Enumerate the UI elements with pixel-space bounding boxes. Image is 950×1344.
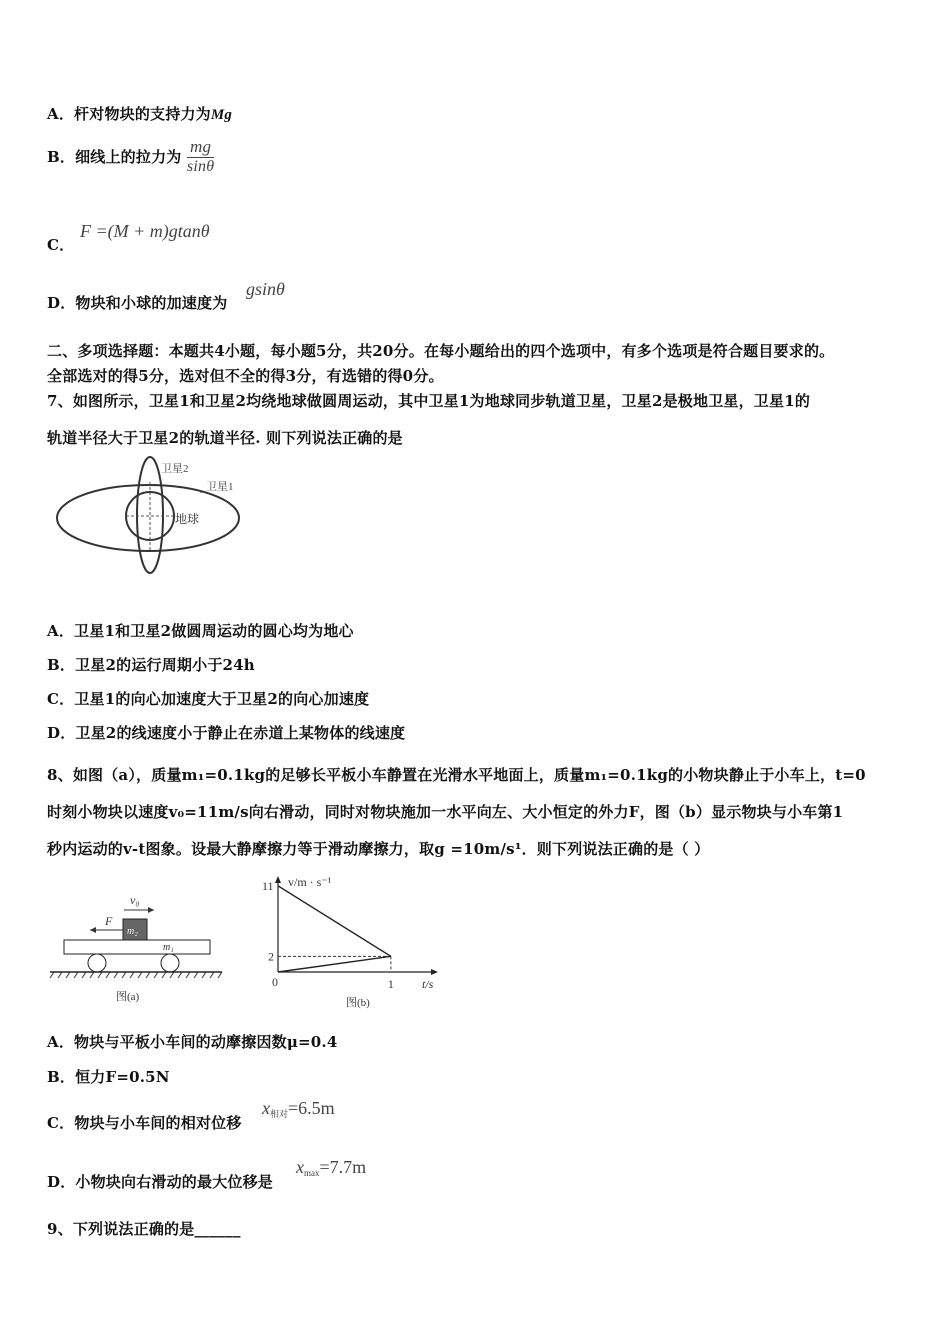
satellite1-label: 卫星1 [206, 481, 234, 493]
q6-option-a-expr: Mg [210, 107, 233, 123]
q8-option-b: B．恒力F=0.5N [47, 1068, 170, 1086]
q7-stem-line1: 7、如图所示，卫星1和卫星2均绕地球做圆周运动，其中卫星1为地球同步轨道卫星，卫星2是极地卫星，卫星1的 [47, 392, 811, 410]
q8-stem-line3: 秒内运动的v-t图象。设最大静摩擦力等于滑动摩擦力，取g =10m/s¹．则下列说法正确的是（ ） [47, 840, 710, 858]
chart-y-tick-11: 11 [262, 878, 274, 893]
q8-option-c-expr [262, 1098, 335, 1120]
q8-option-c-var: x [262, 1098, 270, 1118]
q7-option-d: D．卫星2的线速度小于静止在赤道上某物体的线速度 [47, 724, 406, 742]
fig-a-force-arrowhead [90, 927, 96, 933]
q8-option-d-sub: max [304, 1168, 320, 1178]
fig-a-ground-hatch [50, 972, 222, 978]
fig-a-cart-board [64, 940, 210, 954]
q6-option-c-expr: F =(M + m)gtanθ [80, 221, 210, 241]
chart-x-axis-arrow [431, 969, 438, 975]
q6-option-b [47, 137, 214, 176]
q8-option-d-value: =7.7m [319, 1157, 367, 1177]
q8-option-c-sub: 相对 [270, 1109, 289, 1119]
satellite2-label: 卫星2 [161, 463, 189, 475]
q8-option-c-value: =6.5m [288, 1098, 335, 1118]
section2-line1: 二、多项选择题：本题共4小题，每小题5分，共20分。在每小题给出的四个选项中，有多个选项是符合题目要求的。 [47, 342, 835, 360]
q7-option-c: C．卫星1的向心加速度大于卫星2的向心加速度 [47, 690, 370, 708]
fig-a-caption: 图(a) [116, 991, 140, 1003]
q6-option-d-expr: gsinθ [246, 279, 285, 299]
q8-stem-line2: 时刻小物块以速度v₀=11m/s向右滑动，同时对物块施加一水平向左、大小恒定的外力F，图（b）显示物块与小车第1 [47, 803, 844, 821]
q7-stem-line2: 轨道半径大于卫星2的轨道半径. 则下列说法正确的是 [47, 429, 403, 447]
q7-satellite-figure [50, 452, 260, 582]
fig-a-v0-label: v₀ [130, 893, 140, 907]
fig-b-caption: 图(b) [346, 997, 370, 1009]
q6-option-c-label: C． [47, 236, 75, 254]
chart-series-cart [278, 956, 391, 972]
earth-label: 地球 [175, 512, 200, 526]
q6-option-b-numerator: mg [187, 137, 214, 158]
q8-option-d-expr [296, 1157, 366, 1178]
q6-option-a [47, 103, 232, 124]
q9-stem: 9、下列说法正确的是______ [47, 1220, 241, 1238]
chart-y-axis-arrow [275, 876, 281, 883]
fig-a-wheel-left [88, 954, 106, 972]
q8-figure-b-chart [250, 870, 450, 1010]
q8-option-d-var: x [296, 1157, 304, 1177]
fig-a-m2-label: m₂ [127, 926, 138, 937]
chart-origin-label: 0 [272, 975, 278, 989]
q8-option-d-label: D．小物块向右滑动的最大位移是 [47, 1173, 274, 1191]
q6-option-b-label: B．细线上的拉力为 [47, 148, 182, 166]
chart-y-tick-2: 2 [268, 949, 274, 964]
q7-option-b: B．卫星2的运行周期小于24h [47, 656, 255, 674]
q8-option-a: A．物块与平板小车间的动摩擦因数μ=0.4 [47, 1033, 338, 1051]
q6-option-b-denominator: sinθ [186, 158, 215, 175]
satellite1-orbit [57, 485, 239, 551]
q8-option-c-label: C．物块与小车间的相对位移 [47, 1114, 242, 1132]
chart-y-axis-label: v/m · s⁻¹ [288, 875, 332, 889]
q6-option-b-fraction [187, 137, 214, 176]
chart-x-tick-1: 1 [387, 977, 394, 991]
q8-stem-line1: 8、如图（a），质量m₁=0.1kg的足够长平板小车静置在光滑水平地面上，质量m₁=0.1kg的小物块静止于小车上，t=0 [47, 766, 866, 784]
fig-a-m1-label: m₁ [163, 942, 174, 953]
fig-a-v0-arrowhead [148, 907, 154, 913]
q6-option-d-label: D．物块和小球的加速度为 [47, 294, 228, 312]
q8-figure-a [46, 890, 226, 1005]
chart-x-axis-label: t/s [422, 977, 434, 991]
fig-a-wheel-right [161, 954, 179, 972]
q7-option-a: A．卫星1和卫星2做圆周运动的圆心均为地心 [47, 622, 354, 640]
q6-option-a-label: A．杆对物块的支持力为 [47, 105, 211, 123]
chart-series-block [278, 886, 391, 957]
fig-a-force-label: F [105, 914, 113, 928]
section2-line2: 全部选对的得5分，选对但不全的得3分，有选错的得0分。 [47, 367, 444, 385]
